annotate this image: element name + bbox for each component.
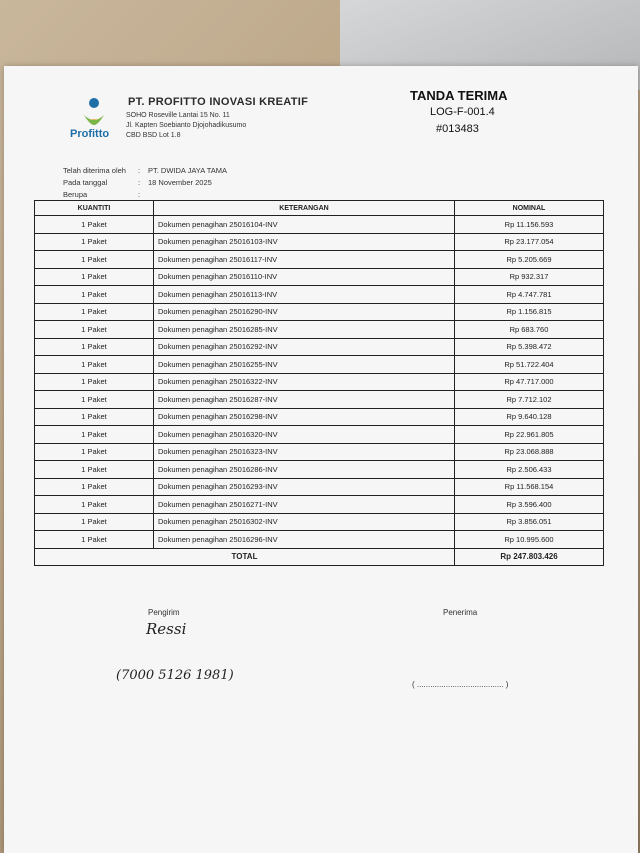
table-row (35, 531, 604, 549)
row-amount: Rp 1.156.815 (455, 303, 604, 321)
receiver-signature-line: ( ....................................... ) (412, 680, 509, 689)
date-label: Pada tanggal (63, 178, 108, 187)
total-row (35, 548, 604, 566)
row-amount: Rp 22.961.805 (455, 426, 604, 444)
row-description: Dokumen penagihan 25016104-INV (154, 216, 455, 234)
sender-label: Pengirim (148, 608, 180, 617)
total-label: TOTAL (35, 548, 455, 566)
form-label: Berupa (63, 190, 88, 199)
row-description: Dokumen penagihan 25016285-INV (154, 321, 455, 339)
table-row (35, 268, 604, 286)
row-description: Dokumen penagihan 25016103-INV (154, 233, 455, 251)
row-quantity: 1 Paket (35, 233, 154, 251)
row-description: Dokumen penagihan 25016117-INV (154, 251, 455, 269)
address-line-2: Jl. Kapten Soebianto Djojohadikusumo (126, 122, 247, 129)
row-description: Dokumen penagihan 25016113-INV (154, 286, 455, 304)
date-line: Pada tanggal : 18 November 2025 (63, 178, 212, 187)
table-row (35, 356, 604, 374)
received-by-label: Telah diterima oleh (63, 166, 126, 175)
table-row (35, 478, 604, 496)
row-amount: Rp 932.317 (455, 268, 604, 286)
row-description: Dokumen penagihan 25016271-INV (154, 496, 455, 514)
row-amount: Rp 7.712.102 (455, 391, 604, 409)
received-by-line: Telah diterima oleh : PT. DWIDA JAYA TAMA (63, 166, 228, 175)
address-line-1: SOHO Roseville Lantai 15 No. 11 (126, 112, 230, 119)
row-description: Dokumen penagihan 25016293-INV (154, 478, 455, 496)
form-line: Berupa : (63, 190, 141, 199)
table-row (35, 233, 604, 251)
row-quantity: 1 Paket (35, 373, 154, 391)
row-quantity: 1 Paket (35, 408, 154, 426)
table-header-row (35, 201, 604, 216)
table-row (35, 496, 604, 514)
row-amount: Rp 3.856.051 (455, 513, 604, 531)
row-description: Dokumen penagihan 25016110-INV (154, 268, 455, 286)
row-quantity: 1 Paket (35, 478, 154, 496)
sender-handwritten-phone: (7000 5126 1981) (116, 668, 234, 683)
row-quantity: 1 Paket (35, 461, 154, 479)
row-amount: Rp 47.717.000 (455, 373, 604, 391)
row-description: Dokumen penagihan 25016287-INV (154, 391, 455, 409)
table-row (35, 303, 604, 321)
company-name: PT. PROFITTO INOVASI KREATIF (128, 96, 309, 108)
address-line-3: CBD BSD Lot 1.8 (126, 132, 181, 139)
row-amount: Rp 5.398.472 (455, 338, 604, 356)
document-title: TANDA TERIMA (410, 88, 508, 103)
table-row (35, 443, 604, 461)
row-description: Dokumen penagihan 25016286-INV (154, 461, 455, 479)
row-quantity: 1 Paket (35, 268, 154, 286)
document-code: LOG-F-001.4 (430, 106, 495, 118)
row-quantity: 1 Paket (35, 251, 154, 269)
row-amount: Rp 11.568.154 (455, 478, 604, 496)
row-description: Dokumen penagihan 25016290-INV (154, 303, 455, 321)
table-row (35, 408, 604, 426)
table-row (35, 513, 604, 531)
row-quantity: 1 Paket (35, 356, 154, 374)
row-quantity: 1 Paket (35, 286, 154, 304)
row-description: Dokumen penagihan 25016296-INV (154, 531, 455, 549)
table-row (35, 461, 604, 479)
row-amount: Rp 23.177.054 (455, 233, 604, 251)
table-row (35, 373, 604, 391)
receiver-label: Penerima (443, 608, 478, 617)
row-amount: Rp 5.205.669 (455, 251, 604, 269)
header-amount: NOMINAL (455, 201, 604, 216)
row-amount: Rp 51.722.404 (455, 356, 604, 374)
row-quantity: 1 Paket (35, 216, 154, 234)
row-quantity: 1 Paket (35, 443, 154, 461)
row-amount: Rp 683.760 (455, 321, 604, 339)
row-amount: Rp 9.640.128 (455, 408, 604, 426)
document-number: #013483 (436, 123, 479, 135)
row-description: Dokumen penagihan 25016298-INV (154, 408, 455, 426)
sender-handwritten-name: Ressi (146, 620, 187, 638)
row-description: Dokumen penagihan 25016320-INV (154, 426, 455, 444)
table-row (35, 286, 604, 304)
row-quantity: 1 Paket (35, 426, 154, 444)
table-row (35, 216, 604, 234)
row-quantity: 1 Paket (35, 513, 154, 531)
row-description: Dokumen penagihan 25016255-INV (154, 356, 455, 374)
table-row (35, 321, 604, 339)
items-table (34, 200, 604, 566)
sender-phone-text: 7000 5126 1981 (121, 668, 229, 683)
row-description: Dokumen penagihan 25016322-INV (154, 373, 455, 391)
row-amount: Rp 10.995.600 (455, 531, 604, 549)
row-quantity: 1 Paket (35, 531, 154, 549)
row-description: Dokumen penagihan 25016292-INV (154, 338, 455, 356)
header-description: KETERANGAN (154, 201, 455, 216)
table-row (35, 338, 604, 356)
row-amount: Rp 11.156.593 (455, 216, 604, 234)
total-value: Rp 247.803.426 (455, 548, 604, 566)
logo-text: Profitto (70, 128, 110, 140)
received-by-value: PT. DWIDA JAYA TAMA (148, 166, 228, 175)
row-description: Dokumen penagihan 25016302-INV (154, 513, 455, 531)
row-quantity: 1 Paket (35, 496, 154, 514)
header-quantity: KUANTITI (35, 201, 154, 216)
table-row (35, 391, 604, 409)
row-amount: Rp 2.506.433 (455, 461, 604, 479)
row-amount: Rp 23.068.888 (455, 443, 604, 461)
row-quantity: 1 Paket (35, 321, 154, 339)
table-row (35, 251, 604, 269)
row-description: Dokumen penagihan 25016323-INV (154, 443, 455, 461)
row-amount: Rp 3.596.400 (455, 496, 604, 514)
row-quantity: 1 Paket (35, 303, 154, 321)
row-amount: Rp 4.747.781 (455, 286, 604, 304)
row-quantity: 1 Paket (35, 391, 154, 409)
row-quantity: 1 Paket (35, 338, 154, 356)
date-value: 18 November 2025 (148, 178, 212, 187)
table-row (35, 426, 604, 444)
